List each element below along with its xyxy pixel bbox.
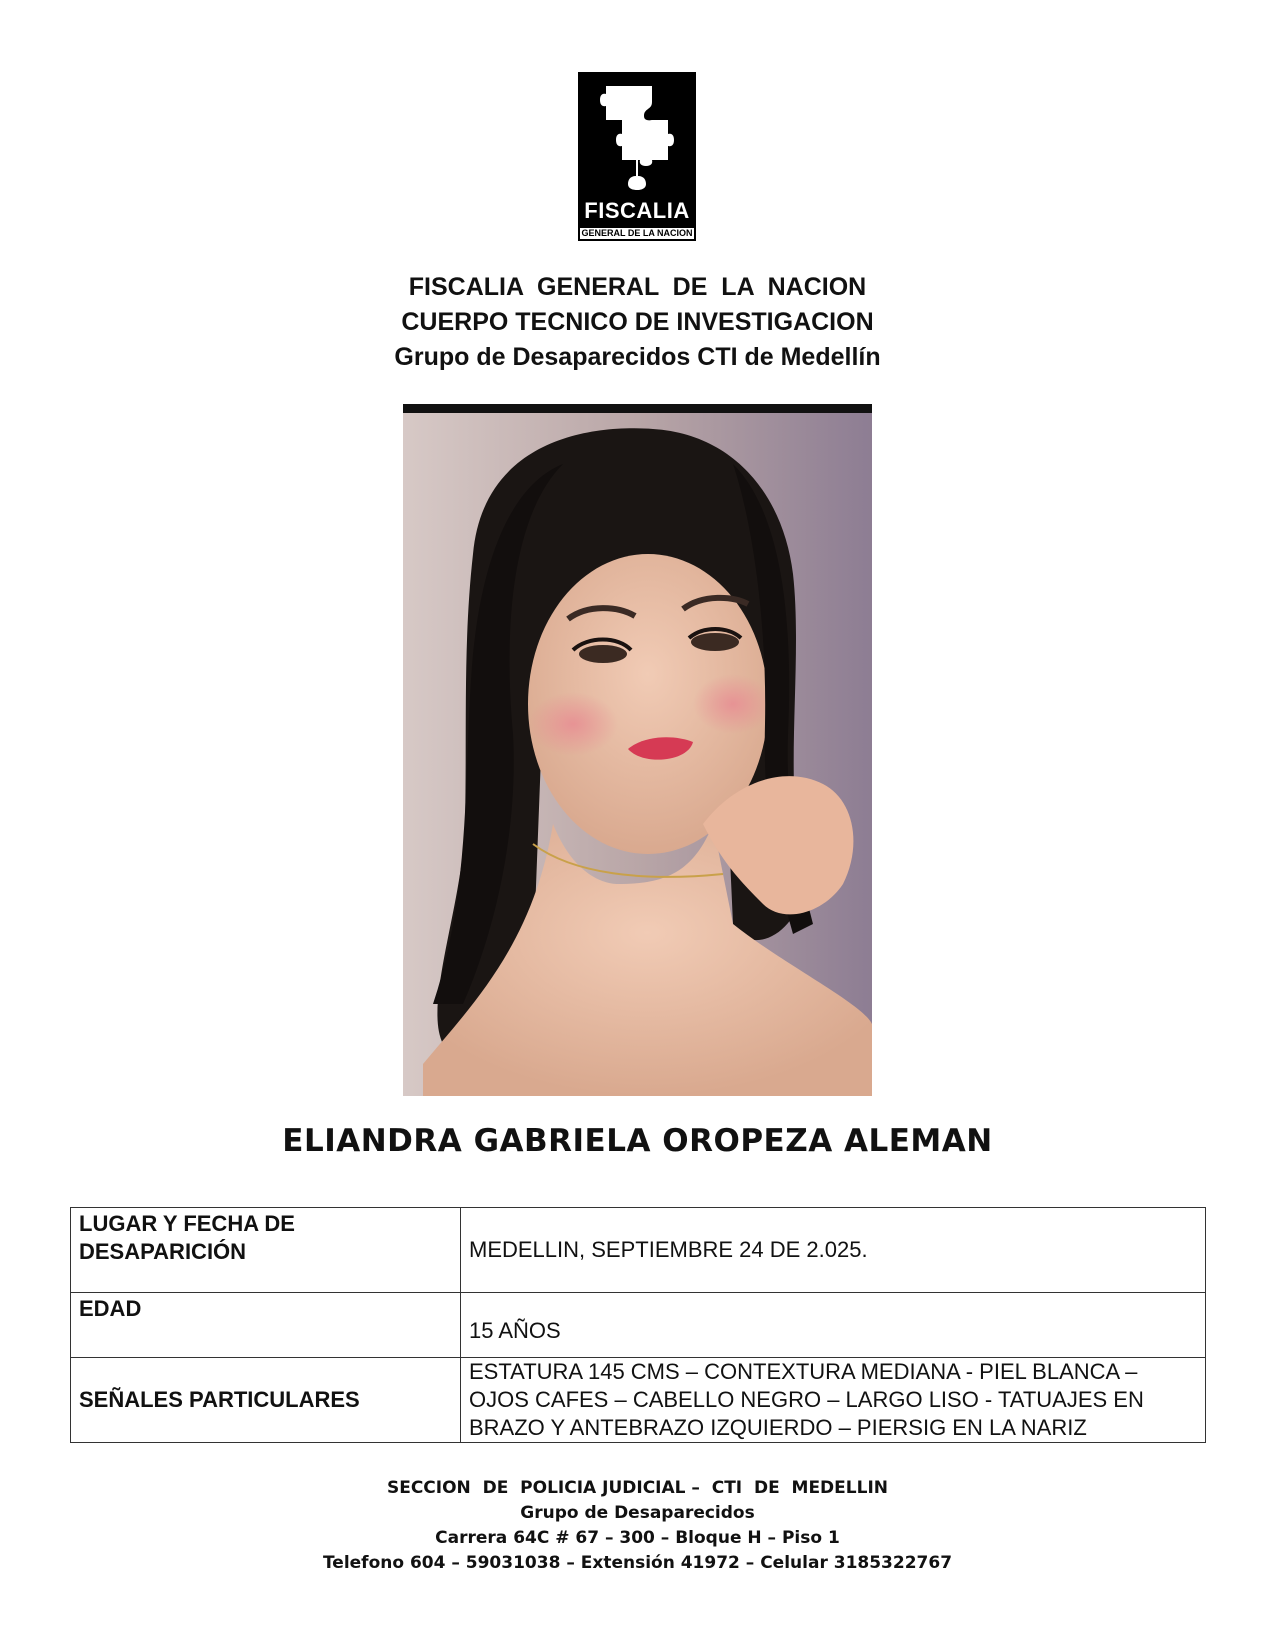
row-value-place-date: MEDELLIN, SEPTIEMBRE 24 DE 2.025. <box>461 1208 1206 1293</box>
missing-person-photo <box>403 404 872 1096</box>
logo-subtitle: GENERAL DE LA NACION <box>581 228 693 238</box>
row-value-age: 15 AÑOS <box>461 1293 1206 1358</box>
missing-person-info-table <box>70 1207 1206 1443</box>
logo-wordmark: FISCALIA <box>584 198 690 223</box>
footer-group: Grupo de Desaparecidos <box>520 1503 755 1523</box>
header-department: CUERPO TECNICO DE INVESTIGACION <box>401 308 874 336</box>
fiscalia-logo <box>578 72 696 241</box>
row-label-place-date: LUGAR Y FECHA DE DESAPARICIÓN <box>71 1208 461 1293</box>
row-label-age: EDAD <box>71 1293 461 1358</box>
contact-footer <box>0 1476 1275 1576</box>
puzzle-piece-icon <box>600 80 674 192</box>
footer-section: SECCION DE POLICIA JUDICIAL – CTI DE MEDELLIN <box>386 1478 889 1498</box>
table-row <box>71 1293 1206 1358</box>
table-row <box>71 1208 1206 1293</box>
row-label-distinguishing-marks: SEÑALES PARTICULARES <box>71 1358 461 1443</box>
table-row <box>71 1358 1206 1443</box>
header-institution: FISCALIA GENERAL DE LA NACION <box>408 273 867 301</box>
footer-address: Carrera 64C # 67 – 300 – Bloque H – Piso 1 <box>435 1528 840 1548</box>
header-group: Grupo de Desaparecidos CTI de Medellín <box>394 343 881 371</box>
missing-person-name: ELIANDRA GABRIELA OROPEZA ALEMAN <box>282 1123 993 1159</box>
document-header <box>0 270 1275 375</box>
footer-phone: Telefono 604 – 59031038 – Extensión 41972 – Celular 3185322767 <box>322 1553 953 1573</box>
row-value-distinguishing-marks: ESTATURA 145 CMS – CONTEXTURA MEDIANA - PIEL BLANCA – OJOS CAFES – CABELLO NEGRO – LARGO LISO - TATUAJES EN BRAZO Y ANTEBRAZO IZQUIERDO – PIERSIG EN LA NARIZ <box>461 1358 1206 1443</box>
